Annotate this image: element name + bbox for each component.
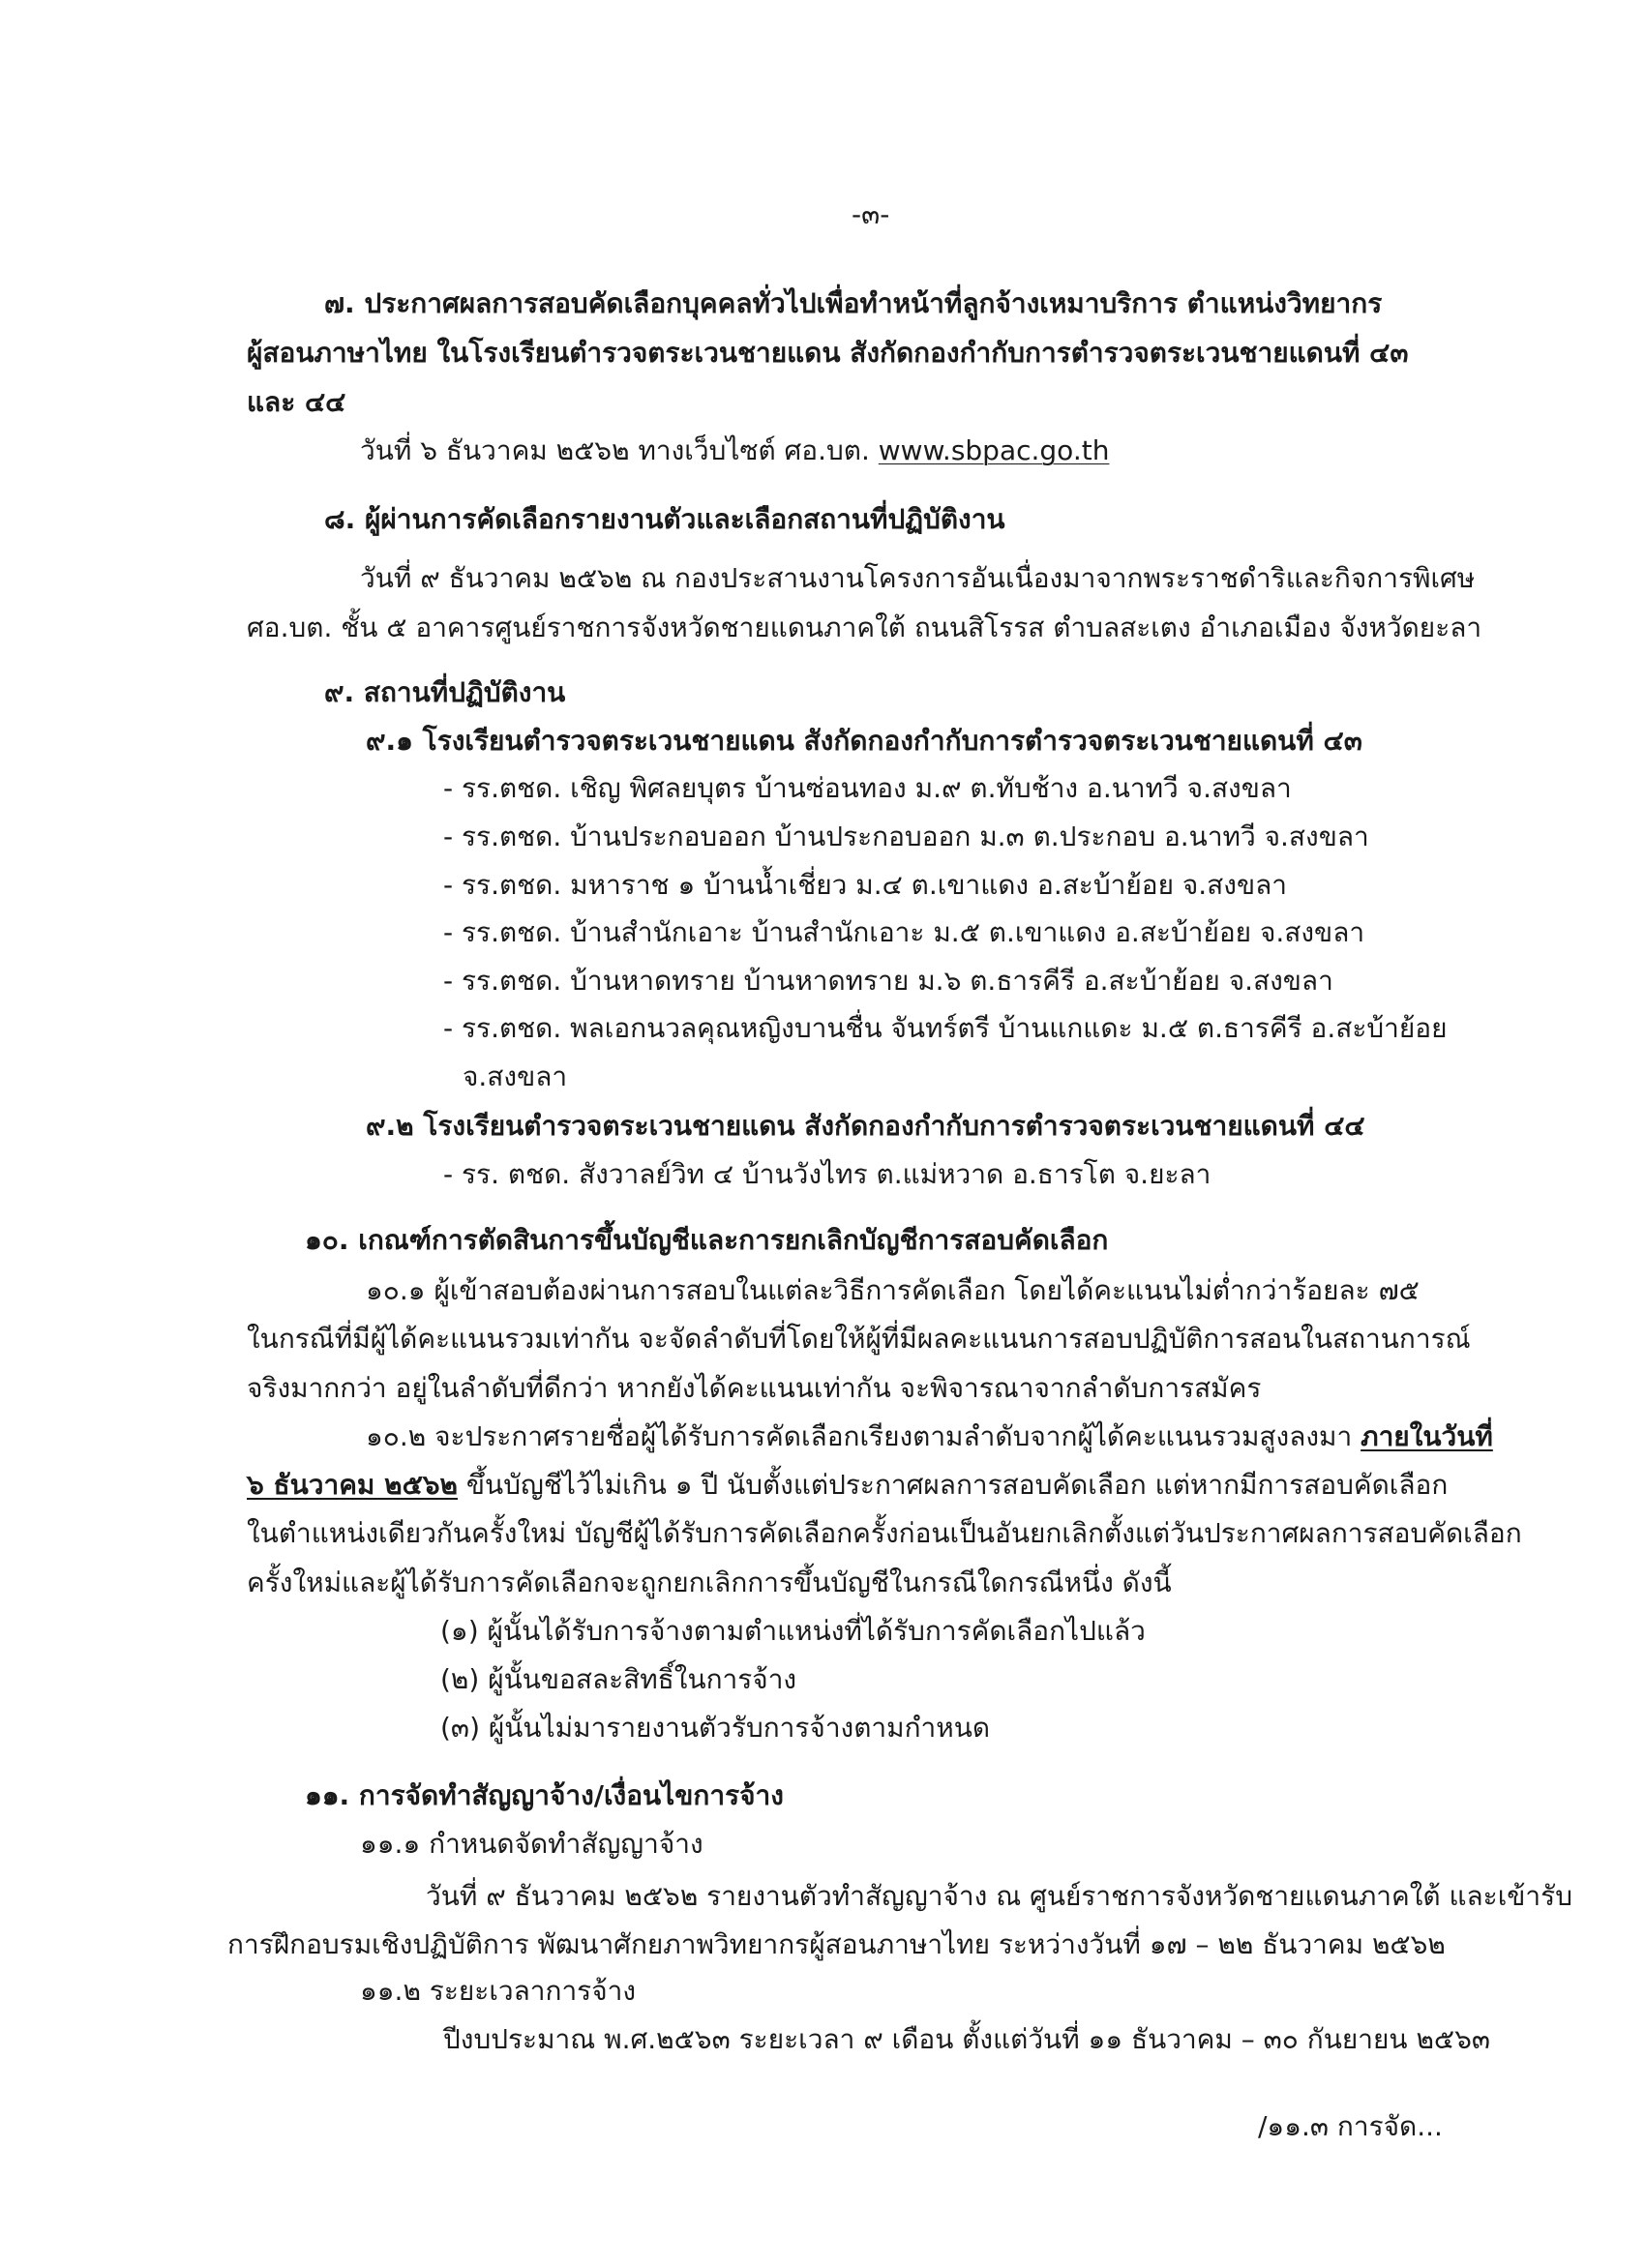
s8-body-line-1: วันที่ ๙ ธันวาคม ๒๕๖๒ ณ กองประสานงานโครงการอันเนื่องมาจากพระราชดำริและกิจการพิเศษ [360, 562, 1476, 594]
s7-heading-line-2: ผู้สอนภาษาไทย ในโรงเรียนตำรวจตระเวนชายแดน สังกัดกองกำกับการตำรวจตระเวนชายแดนที่ ๔๓ [247, 337, 1409, 369]
s11-sub1-body-line-2: การฝึกอบรมเชิงปฏิบัติการ พัฒนาศักยภาพวิทยากรผู้สอนภาษาไทย ระหว่างวันที่ ๑๗ – ๒๒ ธันวาคม ๒๕๖๒ [227, 1928, 1446, 1960]
s11-sub1-heading: ๑๑.๑ กำหนดจัดทำสัญญาจ้าง [360, 1828, 703, 1860]
s10-deadline-date: ๖ ธันวาคม ๒๕๖๒ [247, 1469, 459, 1501]
s10-p2-line-4: ครั้งใหม่และผู้ได้รับการคัดเลือกจะถูกยกเลิกการขึ้นบัญชีในกรณีใดกรณีหนึ่ง ดังนี้ [247, 1567, 1172, 1598]
s9-school-2: - รร.ตชด. บ้านประกอบออก บ้านประกอบออก ม.๓ ต.ประกอบ อ.นาทวี จ.สงขลา [443, 821, 1369, 852]
s10-p1-line-1: ๑๐.๑ ผู้เข้าสอบต้องผ่านการสอบในแต่ละวิธีการคัดเลือก โดยได้คะแนนไม่ต่ำกว่าร้อยละ ๗๕ [366, 1274, 1420, 1306]
s8-body-line-2: ศอ.บต. ชั้น ๕ อาคารศูนย์ราชการจังหวัดชายแดนภาคใต้ ถนนสิโรรส ตำบลสะเตง อำเภอเมือง จังหวัดยะลา [247, 612, 1482, 643]
s11-sub1-body-line-1: วันที่ ๙ ธันวาคม ๒๕๖๒ รายงานตัวทำสัญญาจ้าง ณ ศูนย์ราชการจังหวัดชายแดนภาคใต้ และเข้ารับ [426, 1880, 1572, 1912]
s9-school-7: - รร. ตชด. สังวาลย์วิท ๔ บ้านวังไทร ต.แม่หวาด อ.ธารโต จ.ยะลา [443, 1158, 1211, 1190]
s9-school-1: - รร.ตชด. เชิญ พิศลยบุตร บ้านซ่อนทอง ม.๙ ต.ทับช้าง อ.นาทวี จ.สงขลา [443, 772, 1292, 804]
s11-heading: ๑๑. การจัดทำสัญญาจ้าง/เงื่อนไขการจ้าง [305, 1779, 784, 1811]
s10-item-3: (๓) ผู้นั้นไม่มารายงานตัวรับการจ้างตามกำหนด [440, 1712, 991, 1744]
continuation-marker: /๑๑.๓ การจัด... [1258, 2110, 1443, 2142]
s10-p1-line-3: จริงมากกว่า อยู่ในลำดับที่ดีกว่า หากยังได้คะแนนเท่ากัน จะพิจารณาจากลำดับการสมัคร [247, 1372, 1262, 1404]
s9-school-4: - รร.ตชด. บ้านสำนักเอาะ บ้านสำนักเอาะ ม.๕ ต.เขาแดง อ.สะบ้าย้อย จ.สงขลา [443, 916, 1365, 948]
s9-heading: ๙. สถานที่ปฏิบัติงาน [324, 676, 566, 708]
s10-p2-line-1 [366, 1416, 1493, 1458]
s11-sub2-heading: ๑๑.๒ ระยะเวลาการจ้าง [360, 1975, 637, 2007]
page-number: -๓- [852, 198, 890, 230]
website-link[interactable]: www.sbpac.go.th [878, 434, 1110, 466]
s10-deadline-emphasis: ภายในวันที่ [1361, 1420, 1493, 1452]
s9-school-6-cont: จ.สงขลา [463, 1060, 568, 1092]
s7-date-line [360, 430, 1109, 472]
s10-item-1: (๑) ผู้นั้นได้รับการจ้างตามตำแหน่งที่ได้รับการคัดเลือกไปแล้ว [440, 1615, 1146, 1647]
s10-p2-line-3: ในตำแหน่งเดียวกันครั้งใหม่ บัญชีผู้ได้รับการคัดเลือกครั้งก่อนเป็นอันยกเลิกตั้งแต่วันประกาศผลการสอบคัดเลือก [247, 1517, 1522, 1549]
s10-heading: ๑๐. เกณฑ์การตัดสินการขึ้นบัญชีและการยกเลิกบัญชีการสอบคัดเลือก [305, 1224, 1109, 1256]
s9-school-6: - รร.ตชด. พลเอกนวลคุณหญิงบานชื่น จันทร์ตรี บ้านแกแดะ ม.๕ ต.ธารคีรี อ.สะบ้าย้อย [443, 1012, 1448, 1044]
s7-heading-line-1: ๗. ประกาศผลการสอบคัดเลือกบุคคลทั่วไปเพื่อทำหน้าที่ลูกจ้างเหมาบริการ ตำแหน่งวิทยากร [324, 287, 1383, 319]
s10-p2-text: ๑๐.๒ จะประกาศรายชื่อผู้ได้รับการคัดเลือกเรียงตามลำดับจากผู้ได้คะแนนรวมสูงลงมา [366, 1420, 1353, 1452]
s9-school-5: - รร.ตชด. บ้านหาดทราย บ้านหาดทราย ม.๖ ต.ธารคีรี อ.สะบ้าย้อย จ.สงขลา [443, 965, 1333, 997]
s9-sub2-heading: ๙.๒ โรงเรียนตำรวจตระเวนชายแดน สังกัดกองกำกับการตำรวจตระเวนชายแดนที่ ๔๔ [366, 1110, 1365, 1142]
s10-p2-line-2 [247, 1464, 1448, 1507]
s10-item-2: (๒) ผู้นั้นขอสละสิทธิ์ในการจ้าง [440, 1663, 797, 1695]
s7-date-text: วันที่ ๖ ธันวาคม ๒๕๖๒ ทางเว็บไซต์ ศอ.บต. [360, 434, 870, 466]
s11-sub2-body: ปีงบประมาณ พ.ศ.๒๕๖๓ ระยะเวลา ๙ เดือน ตั้งแต่วันที่ ๑๑ ธันวาคม – ๓๐ กันยายน ๒๕๖๓ [443, 2023, 1491, 2055]
s9-sub1-heading: ๙.๑ โรงเรียนตำรวจตระเวนชายแดน สังกัดกองกำกับการตำรวจตระเวนชายแดนที่ ๔๓ [366, 725, 1362, 757]
s10-p1-line-2: ในกรณีที่มีผู้ได้คะแนนรวมเท่ากัน จะจัดลำดับที่โดยให้ผู้ที่มีผลคะแนนการสอบปฏิบัติการสอนในสถานการณ์ [247, 1323, 1471, 1355]
s10-p2-line-2-text: ขึ้นบัญชีไว้ไม่เกิน ๑ ปี นับตั้งแต่ประกาศผลการสอบคัดเลือก แต่หากมีการสอบคัดเลือก [458, 1469, 1449, 1501]
s7-heading-line-3: และ ๔๔ [247, 386, 346, 418]
s9-school-3: - รร.ตชด. มหาราช ๑ บ้านน้ำเชี่ยว ม.๔ ต.เขาแดง อ.สะบ้าย้อย จ.สงขลา [443, 869, 1287, 901]
s8-heading: ๘. ผู้ผ่านการคัดเลือกรายงานตัวและเลือกสถานที่ปฏิบัติงาน [324, 503, 1005, 535]
